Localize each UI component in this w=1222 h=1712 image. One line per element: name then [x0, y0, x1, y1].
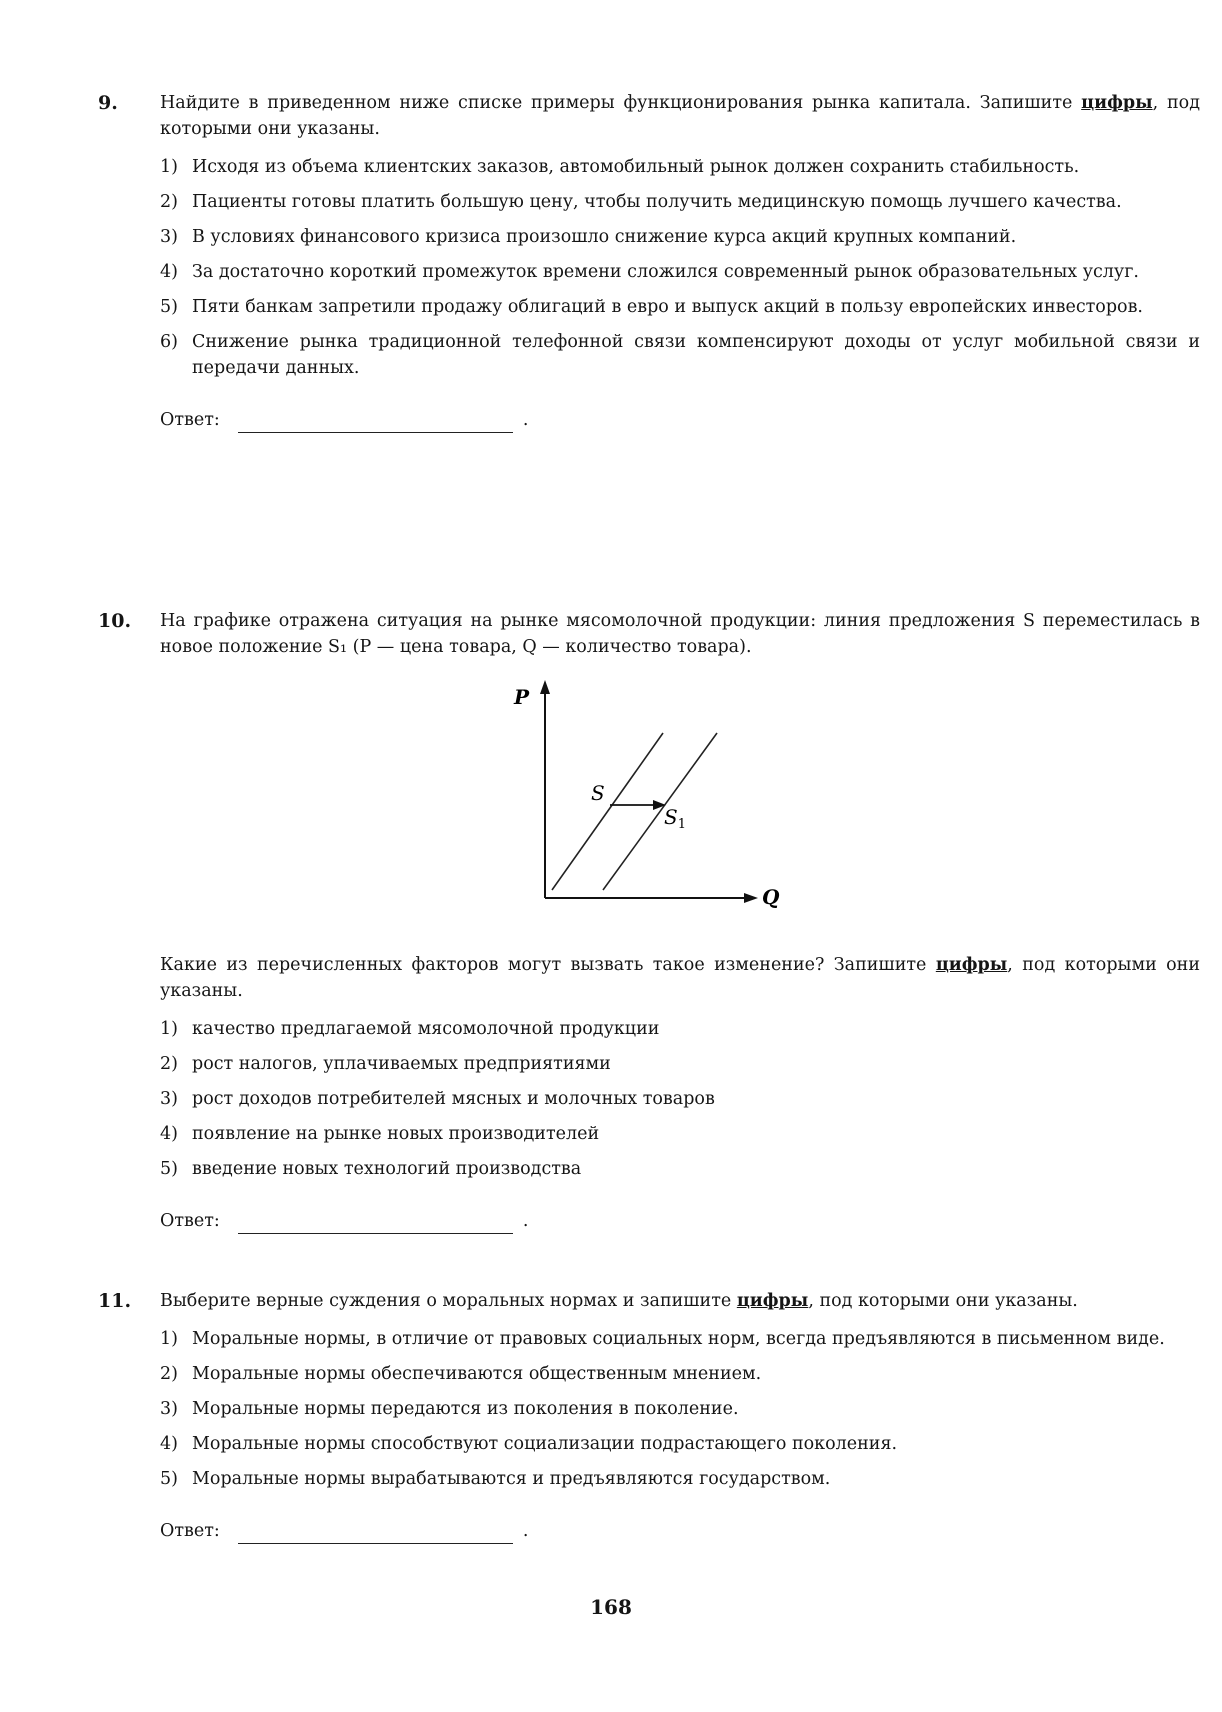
item-text: Снижение рынка традиционной телефонной связи компенсируют доходы от услуг мобильной связи и передачи данных.	[192, 332, 1200, 378]
question-number: 9.	[98, 92, 118, 114]
item-number: 4)	[160, 1124, 178, 1144]
list-item	[160, 154, 1200, 180]
supply-curve-s1	[603, 733, 717, 890]
item-text: введение новых технологий производства	[192, 1159, 582, 1179]
item-text: Моральные нормы вырабатываются и предъявляются государством.	[192, 1469, 831, 1489]
question-text-part: , под которыми они указаны.	[160, 93, 1200, 139]
answer-period: .	[522, 410, 529, 430]
item-number: 6)	[160, 332, 178, 352]
q-axis-label: Q	[762, 885, 780, 909]
item-number: 2)	[160, 1054, 178, 1074]
item-number: 3)	[160, 227, 178, 247]
item-number: 2)	[160, 1364, 178, 1384]
p-axis-label: P	[514, 685, 530, 709]
question-text-part: , под которыми они указаны.	[160, 955, 1200, 1001]
item-text: рост налогов, уплачиваемых предприятиями	[192, 1054, 611, 1074]
item-text: Моральные нормы, в отличие от правовых социальных норм, всегда предъявляются в письменном виде.	[192, 1329, 1165, 1349]
item-number: 1)	[160, 157, 178, 177]
curve-s-label: S	[591, 781, 605, 805]
list-item	[160, 224, 1200, 250]
item-text: качество предлагаемой мясомолочной продукции	[192, 1019, 660, 1039]
supply-curve-s	[552, 733, 663, 890]
list-item	[160, 1156, 1200, 1182]
question-text-emphasis: цифры	[736, 1291, 809, 1311]
answer-period: .	[522, 1521, 529, 1541]
curve-s1-letter: S	[664, 805, 678, 829]
question-text	[160, 1288, 1200, 1314]
question-text-emphasis: цифры	[935, 955, 1008, 975]
item-number: 4)	[160, 1434, 178, 1454]
item-text: Пациенты готовы платить большую цену, чтобы получить медицинскую помощь лучшего качества.	[192, 192, 1122, 212]
list-item	[160, 1466, 1200, 1492]
question-10	[98, 608, 1200, 660]
item-text: За достаточно короткий промежуток времени сложился современный рынок образовательных услуг.	[192, 262, 1139, 282]
option-list	[160, 1016, 1200, 1182]
q-axis-arrow	[744, 893, 758, 903]
question-11	[98, 1288, 1200, 1544]
answer-field[interactable]	[238, 1215, 513, 1234]
list-item	[160, 1431, 1200, 1457]
list-item	[160, 1121, 1200, 1147]
item-number: 5)	[160, 297, 178, 317]
question-text-part: Какие из перечисленных факторов могут вызвать такое изменение? Запишите	[160, 955, 936, 975]
answer-period: .	[522, 1211, 529, 1231]
answer-row	[160, 1208, 1200, 1234]
question-text-emphasis: цифры	[1081, 93, 1153, 113]
item-text: Пяти банкам запретили продажу облигаций в евро и выпуск акций в пользу европейских инвесторов.	[192, 297, 1143, 317]
page-number: 168	[590, 1595, 632, 1619]
list-item	[160, 1086, 1200, 1112]
question-text-part: Найдите в приведенном ниже списке примеры функционирования рынка капитала. Запишите	[160, 93, 1082, 113]
item-text: Моральные нормы способствуют социализации подрастающего поколения.	[192, 1434, 898, 1454]
list-item	[160, 1396, 1200, 1422]
question-number: 11.	[98, 1290, 132, 1312]
item-text: Моральные нормы обеспечиваются общественным мнением.	[192, 1364, 762, 1384]
question-9	[98, 90, 1200, 433]
item-number: 3)	[160, 1089, 178, 1109]
answer-label: Ответ:	[160, 410, 220, 430]
question-text-part: , под которыми они указаны.	[808, 1291, 1078, 1311]
supply-shift-graph	[500, 678, 790, 918]
question-text	[160, 952, 1200, 1004]
item-text: Моральные нормы передаются из поколения в поколение.	[192, 1399, 739, 1419]
item-text: появление на рынке новых производителей	[192, 1124, 600, 1144]
item-text: рост доходов потребителей мясных и молочных товаров	[192, 1089, 715, 1109]
answer-label: Ответ:	[160, 1521, 220, 1541]
question-10-options	[98, 952, 1200, 1234]
question-text: На графике отражена ситуация на рынке мясомолочной продукции: линия предложения S переместилась в новое положение S₁ (P — цена товара, Q — количество товара).	[160, 611, 1200, 657]
list-item	[160, 189, 1200, 215]
answer-field[interactable]	[238, 414, 513, 433]
option-list	[160, 154, 1200, 381]
question-number: 10.	[98, 610, 132, 632]
curve-s1-label	[664, 805, 686, 832]
list-item	[160, 1051, 1200, 1077]
item-number: 4)	[160, 262, 178, 282]
list-item	[160, 294, 1200, 320]
item-text: Исходя из объема клиентских заказов, автомобильный рынок должен сохранить стабильность.	[192, 157, 1080, 177]
list-item	[160, 1326, 1200, 1352]
item-number: 5)	[160, 1469, 178, 1489]
list-item	[160, 259, 1200, 285]
item-number: 1)	[160, 1329, 178, 1349]
answer-label: Ответ:	[160, 1211, 220, 1231]
curve-s1-subscript: 1	[677, 817, 686, 832]
option-list	[160, 1326, 1200, 1492]
p-axis-arrow	[540, 680, 550, 694]
answer-field[interactable]	[238, 1525, 513, 1544]
list-item	[160, 1361, 1200, 1387]
item-number: 1)	[160, 1019, 178, 1039]
question-text-part: Выберите верные суждения о моральных нормах и запишите	[160, 1291, 737, 1311]
list-item	[160, 329, 1200, 381]
item-number: 2)	[160, 192, 178, 212]
item-number: 3)	[160, 1399, 178, 1419]
item-number: 5)	[160, 1159, 178, 1179]
list-item	[160, 1016, 1200, 1042]
answer-row	[160, 1518, 1200, 1544]
answer-row	[160, 407, 1200, 433]
question-text	[160, 90, 1200, 142]
item-text: В условиях финансового кризиса произошло снижение курса акций крупных компаний.	[192, 227, 1017, 247]
